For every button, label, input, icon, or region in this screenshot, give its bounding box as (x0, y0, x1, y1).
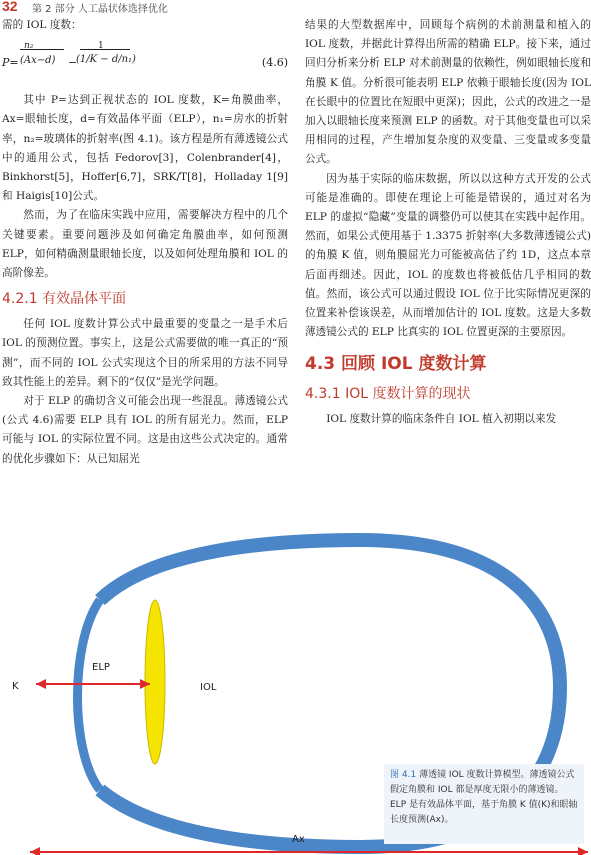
caption-text: 薄透镜 IOL 度数计算模型。薄透镜公式假定角膜和 IOL 都是厚度无限小的薄透镜。ELP 是有效晶体平面，基于角膜 K 值(K)和眼轴长度预测(Ax)。 (390, 770, 578, 825)
formula-denominator-2: (1/K − d/n₁) (76, 54, 136, 66)
section-heading-4-2-1: 4.2.1 有效晶体平面 (2, 291, 127, 308)
label-iol: IOL (200, 682, 217, 693)
equation-number: (4.6) (261, 56, 288, 70)
left-column (2, 16, 288, 469)
paragraph: 因为基于实际的临床数据，所以以这种方式开发的公式可能是准确的。即使在理论上可能是错误的，通过对名为 ELP 的虚拟“隐藏”变量的调整仍可以使其在实践中起作用。然而，如果公式使用基于 1.3375 折射率(大多数薄透镜公式)的角膜 K 值，则角膜屈光力可能被高估了约 1D，这点本章后面再细述。因此，IOL 的度数也将被低估几乎相同的数值。然而，该公式可以通过假设 IOL 位于比实际情况更深的位置来补偿该误差，从而增加估计的 IOL 度数。这是大多数薄透镜公式的 ELP 比真实的 IOL 位置更深的主要原因。 (305, 172, 591, 339)
formula-lhs: P= (2, 56, 19, 70)
figure-number: 图 4.1 (390, 770, 417, 780)
paragraph: 任何 IOL 度数计算公式中最重要的变量之一是手术后 IOL 的预测位置。事实上，这是公式需要做的唯一真正的“预测”，而不同的 IOL 公式实现这个目的所采用的方法不同导致其性能上的差异。剩下的“仅仅”是光学问题。 (2, 318, 288, 388)
intro-text: 需的 IOL 度数： (2, 19, 82, 31)
iol-lens (145, 600, 165, 764)
running-title: 第 2 部分 人工晶状体选择优化 (32, 4, 168, 15)
paragraph: IOL 度数计算的临床条件自 IOL 植入初期以来发 (326, 413, 557, 426)
page-number: 32 (2, 0, 18, 14)
fraction-bar-1 (20, 49, 64, 50)
cornea (78, 600, 101, 790)
paragraph: 对于 ELP 的确切含义可能会出现一些混乱。薄透镜公式(公式 4.6)需要 ELP 具有 IOL 的所有屈光力。然而，ELP 可能与 IOL 的实际位置不同。这是由这些公式决定的。通常的优化步骤如下：从已知屈光 (2, 395, 288, 465)
page-header (0, 0, 591, 14)
label-k: K (12, 681, 19, 692)
right-column (305, 16, 591, 430)
figure-caption (384, 764, 584, 844)
section-heading-4-3: 4.3 回顾 IOL 度数计算 (305, 354, 487, 375)
formula-numerator-1: n₂ (24, 41, 34, 52)
paragraph: 结果的大型数据库中，回顾每个病例的术前测量和植入的 IOL 度数，并据此计算得出所需的精确 ELP。接下来，通过回归分析来分析 ELP 对术前测量的依赖性，例如眼轴长度和角膜 K 值。分析很可能表明 ELP 依赖于眼轴长度(因为 IOL 在长眼中的位置比在短眼中更深)；因此，公式的改进之一是加入以眼轴长度来预测 ELP 的函数。对于其他变量也可以采用相同的过程，产生增加复杂度的双变量、三变量或多变量公式。 (305, 19, 591, 166)
formula-numerator-2: 1 (98, 41, 104, 52)
formula-denominator-1: (Ax−d) (20, 55, 56, 67)
paragraph: 然而，为了在临床实践中应用，需要解决方程中的几个关键要素。重要问题涉及如何确定角膜曲率，如何预测 ELP，如何精确测量眼轴长度，以及如何处理角膜和 IOL 的高阶像差。 (2, 209, 288, 280)
paragraph: 其中 P=达到正视状态的 IOL 度数，K=角膜曲率，Ax=眼轴长度，d=有效晶体平面（ELP），n₁=房水的折射率，n₂=玻璃体的折射率(图 4.1)。该方程是所有薄透镜公式中的通用公式，包括 Fedorov[3]，Colenbrander[4]，Binkhorst[5]，Hoffer[6,7]，SRK/T[8]，Holladay 1[9]和 Haigis[10]公式。 (2, 94, 288, 203)
label-ax: Ax (292, 834, 305, 845)
label-elp: ELP (92, 662, 110, 673)
formula-minus: − (68, 56, 78, 70)
section-heading-4-3-1: 4.3.1 IOL 度数计算的现状 (305, 386, 471, 403)
equation-4-6 (2, 35, 288, 91)
elp-arrowhead-left (36, 679, 46, 689)
